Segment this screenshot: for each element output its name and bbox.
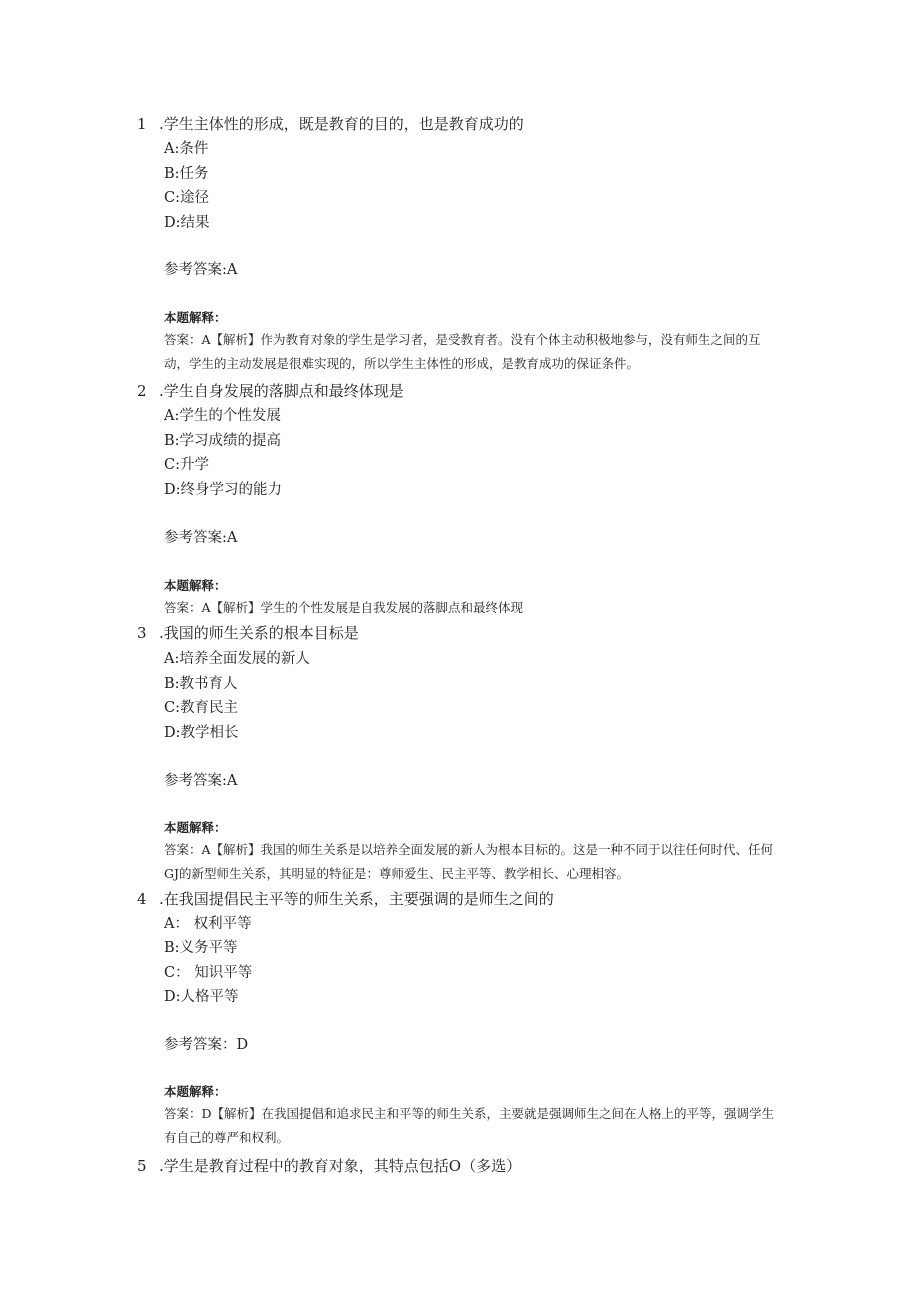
option-c: C： 知识平等 (164, 965, 253, 981)
question-number: 5 (137, 1157, 147, 1175)
explanation-title: 本题解释： (164, 820, 227, 835)
option-b: B:任务 (164, 166, 209, 182)
question-1 (137, 113, 524, 134)
explanation-title: 本题解释： (164, 1084, 227, 1099)
question-number: 2 (137, 382, 147, 400)
option-c: C:教育民主 (164, 700, 238, 716)
question-number: 1 (137, 115, 147, 133)
option-c: C:途径 (164, 190, 209, 206)
question-text: .在我国提倡民主平等的师生关系，主要强调的是师生之间的 (159, 890, 554, 908)
explanation-title: 本题解释： (164, 578, 227, 593)
option-b: B:义务平等 (164, 940, 238, 956)
question-text: .我国的师生关系的根本目标是 (159, 624, 359, 642)
question-text: .学生主体性的形成，既是教育的目的，也是教育成功的 (159, 115, 524, 133)
explanation-text: 答案：D【解析】在我国提倡和追求民主和平等的师生关系，主要就是强调师生之间在人格上的平等，强调学生有自己的尊严和权利。 (164, 1106, 775, 1145)
option-a: A:学生的个性发展 (164, 408, 281, 424)
explanation-text: 答案：A【解析】我国的师生关系是以培养全面发展的新人为根本目标的。这是一种不同于以往任何时代、任何GJ的新型师生关系，其明显的特征是：尊师爱生、民主平等、教学相长、心理相容。 (164, 842, 774, 881)
reference-answer: 参考答案:A (164, 530, 238, 546)
explanation-text: 答案：A【解析】学生的个性发展是自我发展的落脚点和最终体现 (164, 600, 524, 615)
option-a: A:培养全面发展的新人 (164, 651, 310, 667)
explanation-text: 答案：A【解析】作为教育对象的学生是学习者，是受教育者。没有个体主动积极地参与，没有师生之间的互动，学生的主动发展是很难实现的，所以学生主体性的形成，是教育成功的保证条件。 (164, 332, 761, 371)
option-d: D:终身学习的能力 (164, 482, 283, 498)
option-d: D:结果 (164, 215, 210, 231)
option-a: A： 权利平等 (164, 916, 252, 932)
question-number: 4 (137, 890, 147, 908)
reference-answer: 参考答案:A (164, 262, 238, 278)
question-3 (137, 622, 359, 643)
option-b: B:教书育人 (164, 676, 238, 692)
question-text: .学生自身发展的落脚点和最终体现是 (159, 382, 404, 400)
question-number: 3 (137, 624, 147, 642)
question-text: .学生是教育过程中的教育对象，其特点包括O（多选） (159, 1157, 522, 1175)
reference-answer: 参考答案：D (164, 1037, 249, 1053)
option-b: B:学习成绩的提高 (164, 433, 282, 449)
explanation-title: 本题解释： (164, 310, 227, 325)
option-d: D:人格平等 (164, 989, 239, 1005)
option-d: D:教学相长 (164, 725, 239, 741)
question-2 (137, 380, 404, 401)
question-5 (137, 1155, 521, 1176)
reference-answer: 参考答案:A (164, 773, 238, 789)
option-a: A:条件 (164, 141, 209, 157)
question-4 (137, 888, 554, 909)
option-c: C:升学 (164, 457, 209, 473)
